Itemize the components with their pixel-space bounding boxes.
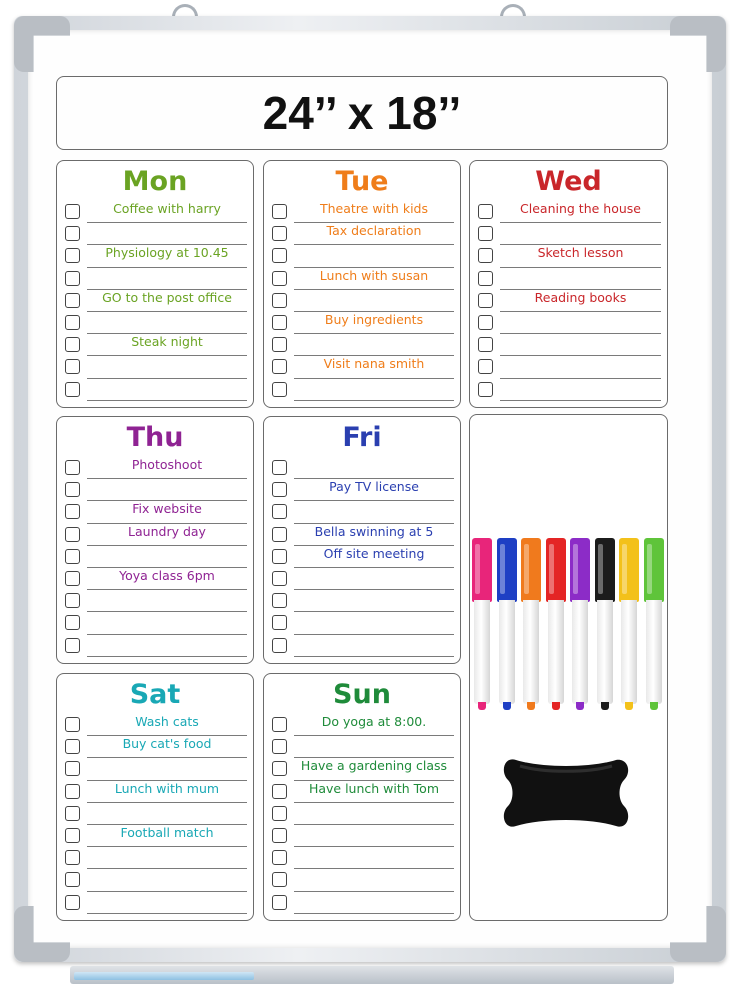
- task-checkbox[interactable]: [272, 784, 287, 799]
- day-panel-wed: [469, 160, 668, 408]
- task-row: [476, 290, 661, 312]
- task-row: [63, 524, 247, 546]
- task-row: [63, 546, 247, 568]
- task-text: Buy ingredients: [324, 312, 424, 327]
- task-checkbox[interactable]: [65, 337, 80, 352]
- task-row: [270, 803, 454, 825]
- task-line: [87, 913, 247, 914]
- task-row: [270, 892, 454, 914]
- task-text: Have lunch with Tom: [308, 780, 440, 796]
- task-checkbox[interactable]: [65, 638, 80, 653]
- marker-pen-icon: [644, 538, 664, 714]
- task-text: Off site meeting: [323, 545, 425, 561]
- task-row: [270, 379, 454, 401]
- task-checkbox[interactable]: [65, 806, 80, 821]
- task-checkbox[interactable]: [272, 315, 287, 330]
- task-row: [63, 334, 247, 356]
- task-text: Do yoga at 8:00.: [321, 714, 427, 729]
- task-text: Lunch with susan: [319, 267, 429, 283]
- task-line: [500, 400, 661, 401]
- task-row: [270, 356, 454, 378]
- task-row: [270, 781, 454, 803]
- task-text: Have a gardening class: [300, 758, 448, 774]
- task-row: [63, 847, 247, 869]
- marker-pen-icon: [546, 538, 566, 714]
- task-checkbox[interactable]: [272, 293, 287, 308]
- task-text: Sketch lesson: [537, 245, 624, 261]
- task-row: [270, 223, 454, 245]
- day-panel-tue: [263, 160, 461, 408]
- task-line: [87, 400, 247, 401]
- task-checkbox[interactable]: [478, 248, 493, 263]
- task-checkbox[interactable]: [272, 248, 287, 263]
- task-text: Buy cat's food: [122, 736, 212, 752]
- task-text: Football match: [120, 825, 214, 840]
- task-checkbox[interactable]: [272, 872, 287, 887]
- task-row: [63, 825, 247, 847]
- task-row: [270, 479, 454, 501]
- task-checkbox[interactable]: [65, 593, 80, 608]
- tray-insert: [74, 972, 254, 980]
- task-row: [476, 356, 661, 378]
- day-title-tue: Tue: [335, 166, 389, 197]
- task-checkbox[interactable]: [272, 717, 287, 732]
- task-checkbox[interactable]: [272, 615, 287, 630]
- task-row: [63, 457, 247, 479]
- task-checkbox[interactable]: [272, 549, 287, 564]
- task-checkbox[interactable]: [65, 828, 80, 843]
- task-text: GO to the post office: [102, 289, 232, 305]
- marker-pen-icon: [497, 538, 517, 714]
- day-title-wed: Wed: [535, 166, 602, 197]
- day-panel-sun: [263, 673, 461, 921]
- task-row: [63, 290, 247, 312]
- task-text: Steak night: [131, 334, 203, 350]
- size-title-box: [56, 76, 668, 150]
- task-checkbox[interactable]: [65, 460, 80, 475]
- task-checkbox[interactable]: [65, 717, 80, 732]
- task-checkbox[interactable]: [272, 761, 287, 776]
- task-line: [294, 656, 454, 657]
- task-checkbox[interactable]: [65, 739, 80, 754]
- task-row: [476, 379, 661, 401]
- task-checkbox[interactable]: [272, 527, 287, 542]
- task-checkbox[interactable]: [65, 895, 80, 910]
- size-title: 24’’ x 18’’: [262, 87, 462, 139]
- day-panel-sat: [56, 673, 254, 921]
- task-line: [294, 400, 454, 401]
- task-row: [270, 568, 454, 590]
- task-row: [270, 590, 454, 612]
- task-checkbox[interactable]: [272, 226, 287, 241]
- task-text: Bella swinning at 5: [314, 523, 434, 539]
- task-row: [63, 781, 247, 803]
- task-checkbox[interactable]: [272, 204, 287, 219]
- task-row: [63, 635, 247, 657]
- task-row: [270, 758, 454, 780]
- task-text: Wash cats: [135, 714, 199, 729]
- task-checkbox[interactable]: [65, 248, 80, 263]
- eraser-icon: [502, 754, 630, 832]
- task-row: [63, 356, 247, 378]
- task-checkbox[interactable]: [65, 226, 80, 241]
- task-row: [63, 758, 247, 780]
- task-row: [270, 501, 454, 523]
- task-row: [270, 524, 454, 546]
- task-checkbox[interactable]: [65, 527, 80, 542]
- task-checkbox[interactable]: [65, 504, 80, 519]
- task-checkbox[interactable]: [65, 315, 80, 330]
- task-text: Coffee with harry: [113, 201, 221, 216]
- task-checkbox[interactable]: [272, 460, 287, 475]
- task-row: [270, 312, 454, 334]
- task-checkbox[interactable]: [478, 226, 493, 241]
- day-title-fri: Fri: [342, 422, 382, 453]
- task-row: [63, 268, 247, 290]
- task-text: Fix website: [132, 501, 202, 517]
- task-row: [270, 334, 454, 356]
- marker-set: [472, 538, 666, 714]
- marker-pen-icon: [472, 538, 492, 714]
- task-row: [63, 869, 247, 891]
- task-checkbox[interactable]: [272, 359, 287, 374]
- task-row: [270, 245, 454, 267]
- task-row: [270, 825, 454, 847]
- task-row: [63, 612, 247, 634]
- task-checkbox[interactable]: [272, 828, 287, 843]
- marker-pen-icon: [619, 538, 639, 714]
- task-row: [270, 869, 454, 891]
- task-checkbox[interactable]: [272, 482, 287, 497]
- task-text: Pay TV license: [329, 479, 419, 495]
- marker-pen-icon: [595, 538, 615, 714]
- task-row: [270, 268, 454, 290]
- task-checkbox[interactable]: [65, 761, 80, 776]
- task-row: [63, 568, 247, 590]
- task-checkbox[interactable]: [65, 293, 80, 308]
- task-row: [476, 268, 661, 290]
- task-row: [270, 635, 454, 657]
- task-row: [63, 201, 247, 223]
- task-checkbox[interactable]: [272, 739, 287, 754]
- task-row: [63, 736, 247, 758]
- task-row: [476, 201, 661, 223]
- task-row: [63, 312, 247, 334]
- task-checkbox[interactable]: [65, 271, 80, 286]
- task-text: Reading books: [534, 289, 627, 305]
- task-checkbox[interactable]: [65, 549, 80, 564]
- task-row: [476, 245, 661, 267]
- task-row: [63, 892, 247, 914]
- task-checkbox[interactable]: [272, 382, 287, 397]
- task-checkbox[interactable]: [65, 571, 80, 586]
- task-row: [270, 290, 454, 312]
- task-checkbox[interactable]: [272, 337, 287, 352]
- task-row: [270, 457, 454, 479]
- marker-pen-icon: [521, 538, 541, 714]
- task-text: Visit nana smith: [323, 356, 425, 372]
- day-title-mon: Mon: [122, 166, 188, 197]
- task-row: [270, 612, 454, 634]
- task-checkbox[interactable]: [65, 204, 80, 219]
- task-row: [63, 379, 247, 401]
- day-title-thu: Thu: [126, 422, 184, 453]
- task-checkbox[interactable]: [478, 382, 493, 397]
- task-text: Physiology at 10.45: [105, 245, 229, 261]
- task-row: [63, 590, 247, 612]
- task-checkbox[interactable]: [65, 382, 80, 397]
- day-title-sat: Sat: [129, 679, 181, 710]
- marker-pen-icon: [570, 538, 590, 714]
- task-text: Photoshoot: [131, 457, 203, 472]
- task-checkbox[interactable]: [65, 872, 80, 887]
- task-checkbox[interactable]: [272, 850, 287, 865]
- day-panel-fri: [263, 416, 461, 664]
- task-row: [270, 201, 454, 223]
- task-row: [63, 501, 247, 523]
- task-row: [476, 223, 661, 245]
- task-checkbox[interactable]: [478, 204, 493, 219]
- task-checkbox[interactable]: [272, 895, 287, 910]
- task-checkbox[interactable]: [272, 271, 287, 286]
- task-text: Lunch with mum: [114, 780, 220, 796]
- task-checkbox[interactable]: [478, 337, 493, 352]
- task-row: [270, 546, 454, 568]
- task-row: [476, 334, 661, 356]
- task-checkbox[interactable]: [65, 359, 80, 374]
- task-line: [294, 913, 454, 914]
- task-row: [476, 312, 661, 334]
- task-row: [63, 245, 247, 267]
- task-row: [63, 479, 247, 501]
- task-checkbox[interactable]: [65, 850, 80, 865]
- task-checkbox[interactable]: [272, 504, 287, 519]
- task-text: Yoya class 6pm: [119, 568, 215, 583]
- task-row: [63, 223, 247, 245]
- task-checkbox[interactable]: [65, 482, 80, 497]
- day-title-sun: Sun: [333, 679, 391, 710]
- task-text: Theatre with kids: [320, 201, 428, 216]
- task-row: [63, 803, 247, 825]
- task-text: Cleaning the house: [520, 201, 641, 216]
- day-panel-thu: [56, 416, 254, 664]
- task-checkbox[interactable]: [272, 571, 287, 586]
- task-checkbox[interactable]: [478, 315, 493, 330]
- task-checkbox[interactable]: [478, 359, 493, 374]
- task-row: [270, 847, 454, 869]
- task-checkbox[interactable]: [272, 593, 287, 608]
- task-checkbox[interactable]: [272, 638, 287, 653]
- task-text: Laundry day: [128, 523, 206, 539]
- task-checkbox[interactable]: [65, 615, 80, 630]
- task-row: [270, 736, 454, 758]
- task-checkbox[interactable]: [272, 806, 287, 821]
- task-text: Tax declaration: [326, 223, 422, 239]
- task-checkbox[interactable]: [478, 293, 493, 308]
- task-row: [270, 714, 454, 736]
- task-line: [87, 656, 247, 657]
- day-panel-mon: [56, 160, 254, 408]
- task-checkbox[interactable]: [478, 271, 493, 286]
- task-row: [63, 714, 247, 736]
- task-checkbox[interactable]: [65, 784, 80, 799]
